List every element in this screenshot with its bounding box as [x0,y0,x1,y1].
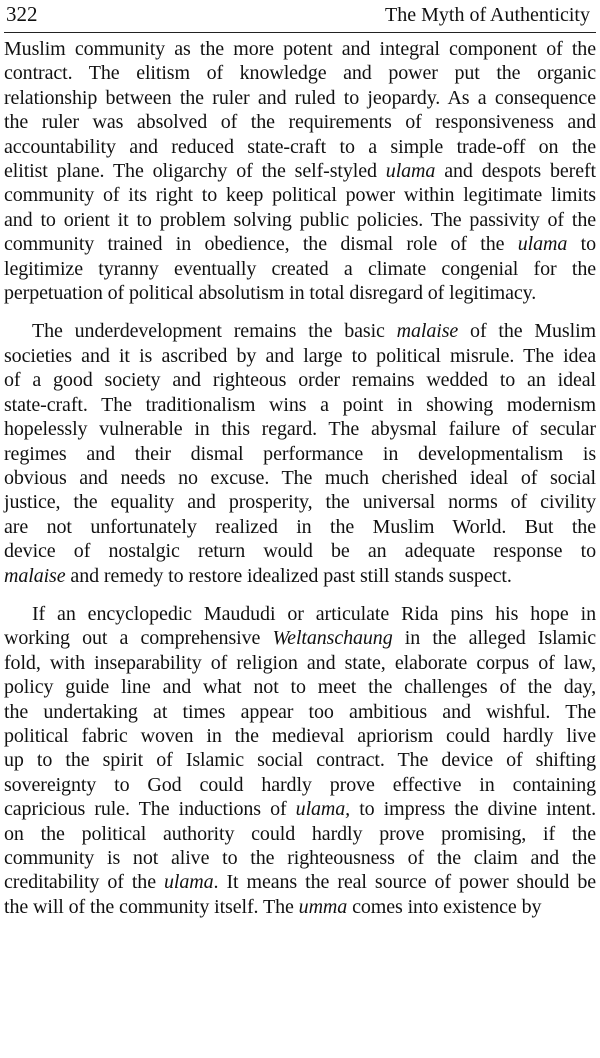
text-line [4,748,596,772]
text-run: and despots bereft [435,160,596,183]
text-line [4,822,596,846]
text-run: accountability and reduced state-craft to a simple trade-off on the [4,135,596,158]
text-run: justice, the equality and prosperity, the universal norms of civility [4,491,596,514]
text-run: to impress the divine intent. [350,798,596,821]
italic-term: Weltanschaung [272,627,393,650]
paragraph [4,37,596,305]
italic-term: malaise [396,320,459,343]
text-line [4,675,596,699]
text-line [4,37,596,61]
text-line [4,393,596,417]
text-run: the undertaking at times appear too ambitious and wishful. The [4,700,596,723]
italic-term: ulama [164,871,214,894]
text-run: to [567,233,596,256]
text-run: hopelessly vulnerable in this regard. The abysmal failure of secular [4,418,596,441]
page-header [4,0,596,33]
text-line [4,61,596,85]
text-run: and remedy to restore idealized past still stands suspect. [65,564,512,587]
italic-term: umma [298,895,348,918]
text-line [4,159,596,183]
text-line [4,417,596,441]
text-line [4,846,596,870]
text-line [4,110,596,134]
text-line [4,602,596,626]
text-run: . It means the real source of power should be [213,871,597,894]
text-run: The underdevelopment remains the basic [32,320,397,343]
paragraph [4,319,596,587]
text-line [4,86,596,110]
text-line [4,281,596,305]
page-number: 322 [6,2,38,26]
text-run: device of nostalgic return would be an adequate response to [4,540,596,563]
text-run: elitist plane. The oligarchy of the self-styled [4,160,386,183]
text-line [4,700,596,724]
text-run: up to the spirit of Islamic social contract. The device of shifting [4,749,596,772]
text-run: the will of the community itself. The [4,895,299,918]
text-run: community of its right to keep political power within legitimate limits [4,184,596,207]
text-run: policy guide line and what not to meet the challenges of the day, [4,676,596,699]
text-run: state-craft. The traditionalism wins a point in showing modernism [4,393,596,416]
text-run: comes into existence by [347,895,542,918]
text-line [4,208,596,232]
text-run: political fabric woven in the medieval apriorism could hardly live [4,724,596,747]
italic-term: ulama [385,160,436,183]
text-line [4,183,596,207]
text-run: capricious rule. The inductions of [4,798,296,821]
text-run: are not unfortunately realized in the Muslim World. But the [4,515,596,538]
text-run: Muslim community as the more potent and integral component of the [4,38,596,60]
text-run: If an encyclopedic Maududi or articulate Rida pins his hope in [32,602,596,625]
text-run: fold, with inseparability of religion and state, elaborate corpus of law, [4,651,596,674]
text-run: the ruler was absolved of the requirements of responsiveness and [4,111,596,134]
text-line [4,135,596,159]
text-line [4,466,596,490]
text-line [4,724,596,748]
text-line [4,490,596,514]
text-line [4,257,596,281]
italic-term: malaise [4,564,66,587]
text-run: sovereignty to God could hardly prove effective in containing [4,773,596,796]
text-run: legitimize tyranny eventually created a climate congenial for the [4,257,596,280]
text-run: working out a comprehensive [4,627,273,650]
text-run: creditability of the [4,871,165,894]
text-run: of the Muslim [458,320,596,343]
text-line [4,232,596,256]
text-line [4,344,596,368]
text-line [4,773,596,797]
text-run: perpetuation of political absolutism in total disregard of legitimacy. [4,282,537,305]
text-line [4,651,596,675]
text-line [4,442,596,466]
text-run: contract. The elitism of knowledge and power put the organic [4,62,596,85]
text-run: and to orient it to problem solving public policies. The passivity of the [4,208,596,231]
text-run: on the political authority could hardly prove promising, if the [4,822,596,845]
text-run: in the alleged Islamic [392,627,596,650]
text-run: community trained in obedience, the dismal role of the [4,233,518,256]
italic-term: ulama [517,233,568,256]
text-line [4,626,596,650]
text-run: community is not alive to the righteousness of the claim and the [4,847,596,869]
text-line [4,368,596,392]
text-line [4,564,596,588]
text-line [4,539,596,563]
running-title: The Myth of Authenticity [385,4,590,26]
text-run: regimes and their dismal performance in developmentalism is [4,442,596,465]
text-run: relationship between the ruler and ruled to jeopardy. As a consequence [4,86,596,109]
text-line [4,515,596,539]
text-run: societies and it is ascribed by and large to political misrule. The idea [4,344,596,367]
italic-term: ulama, [295,798,351,821]
text-line [4,797,596,821]
text-run: of a good society and righteous order remains wedded to an ideal [4,369,596,392]
text-run: obvious and needs no excuse. The much cherished ideal of social [4,466,596,489]
paragraph [4,602,596,919]
body-text [4,37,596,919]
text-line [4,870,596,894]
text-line [4,895,596,919]
text-line [4,319,596,343]
